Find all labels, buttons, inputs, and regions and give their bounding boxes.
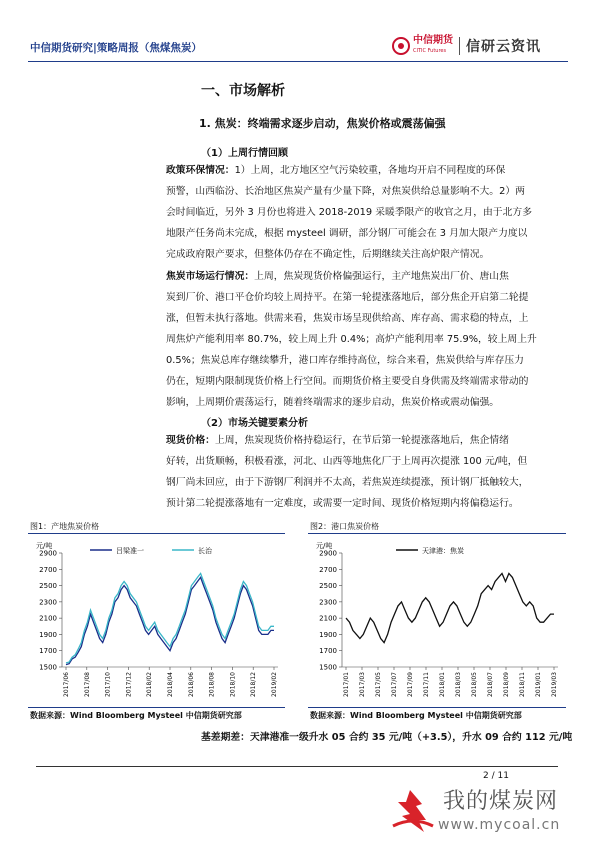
market-line: 焦炭市场运行情况：上周，焦炭现货价格偏强运行，主产地焦炭出厂价、唐山焦 xyxy=(166,271,509,282)
header-title: 中信期货研究|策略周报（焦煤焦炭） xyxy=(30,42,202,54)
x-tick-label: 2018/09 xyxy=(503,672,510,697)
figure2-caption: 图2：港口焦炭价格 xyxy=(310,522,380,531)
basis-line xyxy=(201,729,572,743)
y-tick-label: 2900 xyxy=(39,549,57,558)
series-line xyxy=(66,577,274,664)
figure2-chart xyxy=(308,537,566,707)
x-tick-label: 2017/11 xyxy=(423,672,430,697)
x-tick-label: 2017/03 xyxy=(359,672,366,697)
x-tick-label: 2017/10 xyxy=(104,672,112,697)
x-tick-label: 2017/12 xyxy=(125,672,133,697)
page-number: 2 / 11 xyxy=(483,771,509,781)
section-subtitle: 1. 焦炭：终端需求逐步启动，焦炭价格或震荡偏强 xyxy=(199,117,446,130)
x-tick-label: 2018/07 xyxy=(487,672,494,697)
review-heading: （1）上周行情回顾 xyxy=(201,148,288,159)
x-tick-label: 2018/12 xyxy=(250,672,258,697)
x-tick-label: 2018/05 xyxy=(471,672,478,697)
x-tick-label: 2019/03 xyxy=(551,672,558,697)
basis-text: 基差期差：天津港准一级升水 05 合约 35 元/吨（+3.5），升水 09 合约 112 元/吨 xyxy=(201,732,573,743)
logo-text: 中信期货 CITIC Futures xyxy=(413,35,453,54)
x-tick-label: 2018/04 xyxy=(167,672,174,697)
x-tick-label: 2018/06 xyxy=(187,672,195,697)
y-tick-label: 1500 xyxy=(39,663,57,672)
series-line xyxy=(346,573,554,642)
watermark-url: www.mycoal.cn xyxy=(438,817,561,833)
x-tick-label: 2017/07 xyxy=(391,672,398,697)
figure2-rule xyxy=(308,533,566,534)
x-tick-label: 2017/05 xyxy=(375,672,382,697)
figure2-bottom-rule xyxy=(308,707,566,708)
env-lead: 政策环保情况： xyxy=(166,165,235,176)
mycoal-logo-icon xyxy=(388,786,438,834)
y-unit-label: 元/吨 xyxy=(316,542,333,550)
market-line: 涨，但暂未执行落地。供需来看，焦炭市场呈现供给高、库存高、需求稳的特点，上 xyxy=(166,313,529,324)
x-tick-label: 2019/01 xyxy=(535,672,542,697)
spot-line: 预计第二轮提涨落地有一定难度，或需要一定时间、现货价格短期内将偏稳运行。 xyxy=(166,498,519,509)
y-tick-label: 2700 xyxy=(319,565,337,574)
y-tick-label: 1900 xyxy=(39,630,57,639)
y-tick-label: 2500 xyxy=(39,582,57,591)
y-tick-label: 1500 xyxy=(319,663,337,672)
y-tick-label: 2300 xyxy=(39,598,57,607)
citic-logo-icon xyxy=(392,37,410,55)
y-tick-label: 1700 xyxy=(39,647,57,656)
market-paragraph xyxy=(166,266,554,413)
legend-label: 天津港：焦炭 xyxy=(422,547,464,555)
header-rule xyxy=(28,61,568,62)
y-tick-label: 1700 xyxy=(319,647,337,656)
x-tick-label: 2018/01 xyxy=(439,672,446,697)
watermark-text: 我的煤炭网 xyxy=(443,789,559,814)
y-tick-label: 2300 xyxy=(319,598,337,607)
section-title: 一、市场解析 xyxy=(201,83,285,99)
spot-line: 好转，出货顺畅，积极看涨，河北、山西等地焦化厂于上周再次提涨 100 元/吨，但 xyxy=(166,456,528,467)
x-tick-label: 2017/08 xyxy=(83,672,91,697)
x-tick-label: 2017/01 xyxy=(343,672,350,697)
x-tick-label: 2018/03 xyxy=(455,672,462,697)
y-tick-label: 2100 xyxy=(39,614,57,623)
env-line: 地限产任务尚未完成，根据 mysteel 调研，部分钢厂可能会在 3 月加大限产力度以 xyxy=(166,228,528,239)
x-tick-label: 2019/02 xyxy=(271,672,278,697)
y-tick-label: 2700 xyxy=(39,565,57,574)
market-line: 炭到厂价、港口平仓价均较上周持平。在第一轮提涨落地后，部分焦企开启第二轮提 xyxy=(166,292,529,303)
footer-rule xyxy=(36,766,558,767)
figure1-caption: 图1：产地焦炭价格 xyxy=(30,522,100,531)
figure1-rule xyxy=(28,533,285,534)
legend-label: 吕梁准一 xyxy=(116,547,144,555)
spot-paragraph xyxy=(166,430,554,514)
y-tick-label: 1900 xyxy=(319,630,337,639)
spot-lead: 现货价格： xyxy=(166,435,215,446)
market-line: 仍在，短期内限制现货价格上行空间。而期货价格主要受自身供需及终端需求带动的 xyxy=(166,376,529,387)
x-tick-label: 2018/10 xyxy=(229,672,237,697)
spot-line: 现货价格：上周，焦炭现货价格持稳运行，在节后第一轮提涨落地后，焦企情绪 xyxy=(166,435,509,446)
x-tick-label: 2018/11 xyxy=(519,672,526,697)
y-unit-label: 元/吨 xyxy=(36,542,53,550)
figure1-bottom-rule xyxy=(28,707,285,708)
env-line: 政策环保情况：1）上周，北方地区空气污染较重，各地均开启不同程度的环保 xyxy=(166,165,506,176)
company-logo xyxy=(392,34,541,58)
env-line: 完成政府限产要求，但整体仍存在不确定性，后期继续关注高炉限产情况。 xyxy=(166,249,490,260)
spot-line: 钢厂尚未回应，由于下游钢厂利润并不太高，若焦炭连续提涨，预计钢厂抵触较大， xyxy=(166,477,529,488)
y-tick-label: 2900 xyxy=(319,549,337,558)
figure1-source: 数据来源：Wind Bloomberg Mysteel 中信期货研究部 xyxy=(30,711,242,720)
market-line: 影响，上周期价震荡运行，随着终端需求的逐步启动，焦炭价格或震动偏强。 xyxy=(166,397,500,408)
factors-heading: （2）市场关键要素分析 xyxy=(201,418,308,429)
x-tick-label: 2017/06 xyxy=(63,672,70,697)
legend-label: 长治 xyxy=(198,547,212,555)
env-paragraph xyxy=(166,160,554,265)
y-tick-label: 2100 xyxy=(319,614,337,623)
logo-right-text: 信研云资讯 xyxy=(466,39,541,55)
market-line: 0.5%；焦炭总库存继续攀升，港口库存维持高位，综合来看，焦炭供给与库存压力 xyxy=(166,355,524,366)
env-line: 会时间临近，另外 3 月份也将进入 2018-2019 采暖季限产的收官之月，由于北方多 xyxy=(166,207,532,218)
x-tick-label: 2017/09 xyxy=(407,672,414,697)
y-tick-label: 2500 xyxy=(319,582,337,591)
figure2-source: 数据来源：Wind Bloomberg Mysteel 中信期货研究部 xyxy=(310,711,522,720)
market-line: 周焦炉产能利用率 80.7%，较上周上升 0.4%；高炉产能利用率 75.9%，较上周上升 xyxy=(166,334,537,345)
market-lead: 焦炭市场运行情况： xyxy=(166,271,255,282)
logo-divider xyxy=(459,37,460,55)
x-tick-label: 2018/02 xyxy=(146,672,154,697)
env-line: 预警，山西临汾、长治地区焦炭产量有少量下降，对焦炭供给总量影响不大。2）两 xyxy=(166,186,525,197)
figure1-chart xyxy=(28,537,285,707)
x-tick-label: 2018/08 xyxy=(208,672,216,697)
